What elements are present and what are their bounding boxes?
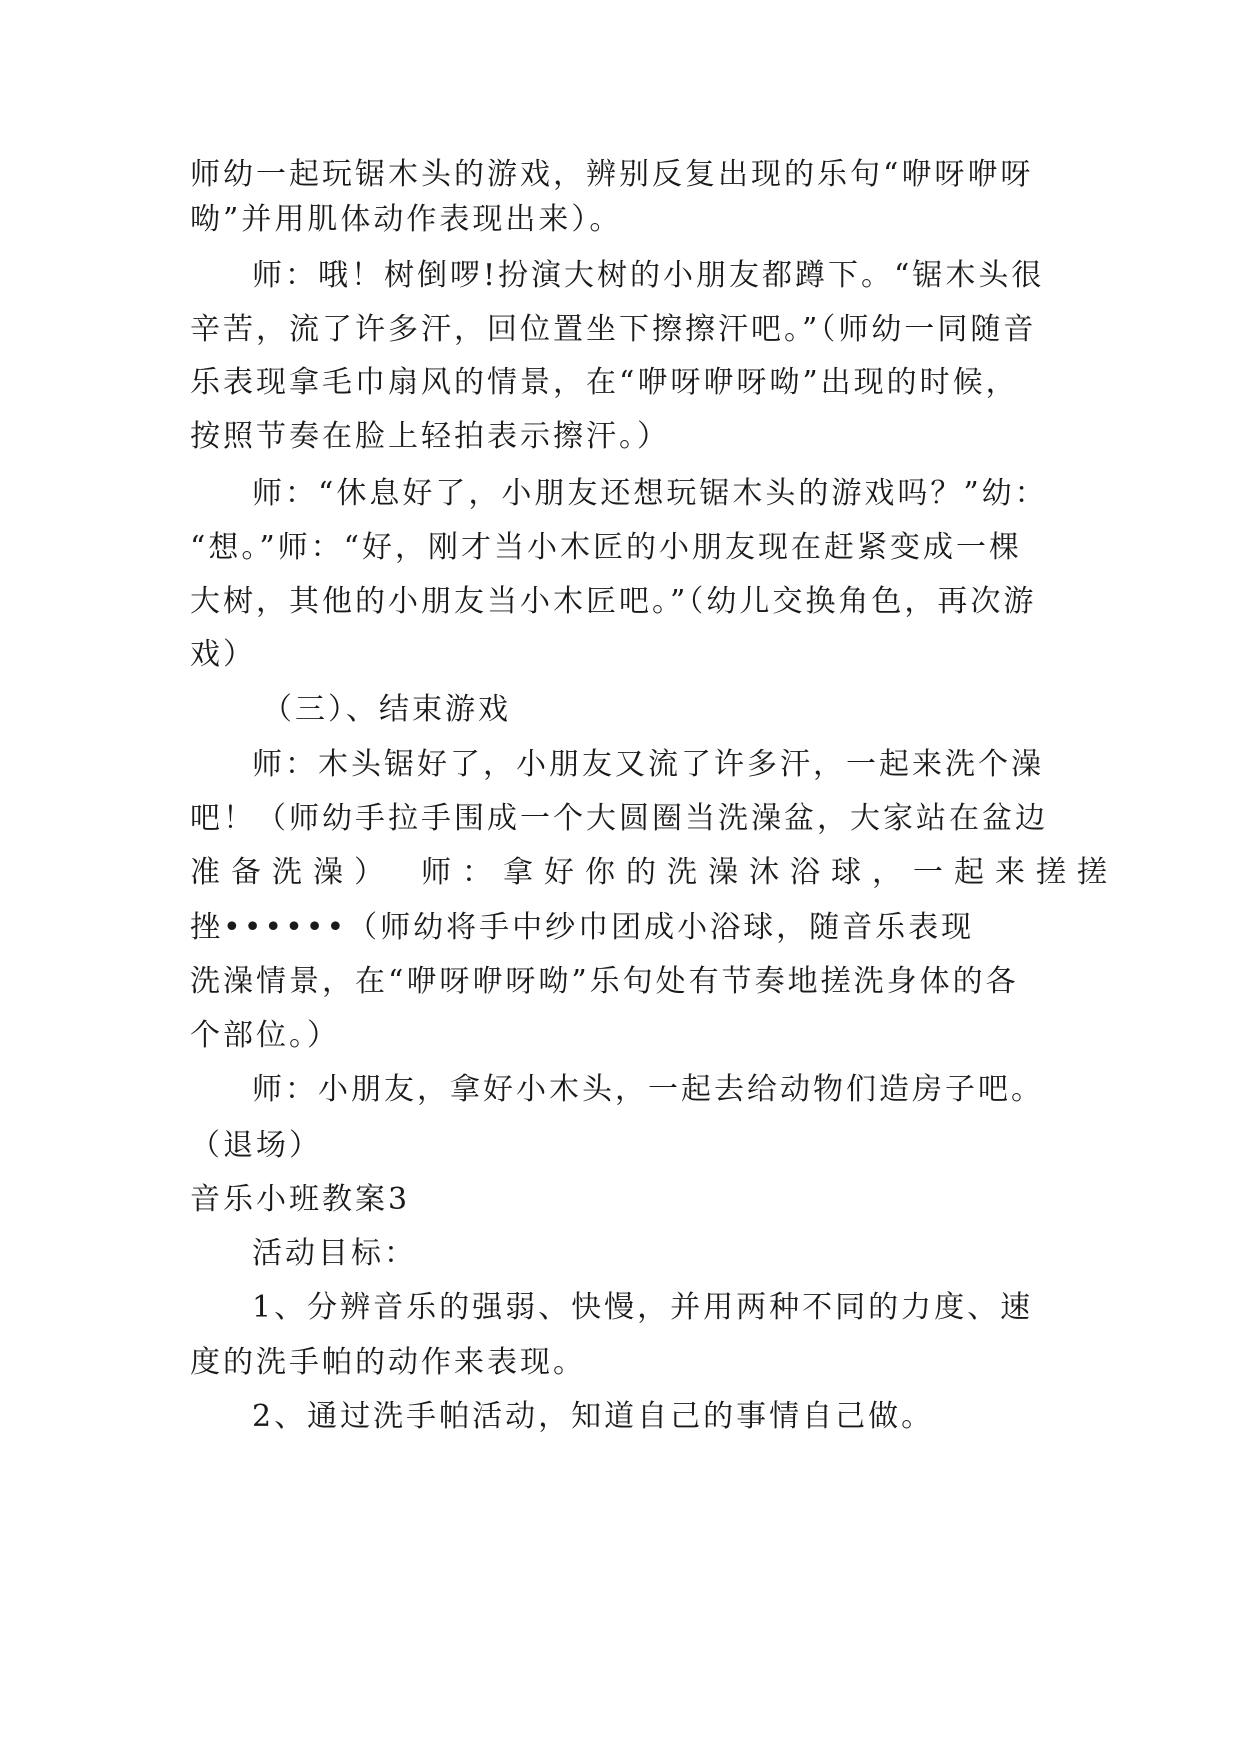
text-line: 戏）	[190, 637, 256, 672]
text-line: 按照节奏在脸上轻拍表示擦汗。）	[190, 419, 670, 454]
section-heading: （三）、结束游戏	[262, 692, 511, 727]
text-line: 师：哦！树倒啰!扮演大树的小朋友都蹲下。“锯木头很	[252, 258, 1045, 293]
text-line: 乐表现拿毛巾扇风的情景，在“咿呀咿呀呦”出现的时候，	[190, 365, 1019, 400]
text-line: “想。”师：“好，刚才当小木匠的小朋友现在赶紧变成一棵	[190, 530, 1023, 565]
text-line: 挫••••••（师幼将手中纱巾团成小浴球，随音乐表现	[190, 910, 975, 945]
document-title: 音乐小班教案3	[190, 1182, 411, 1217]
text-line: 师：木头锯好了，小朋友又流了许多汗，一起来洗个澡	[252, 747, 1044, 782]
text-line: 师：“休息好了，小朋友还想玩锯木头的游戏吗？”幼：	[252, 476, 1048, 511]
text-line: 2、通过洗手帕活动，知道自己的事情自己做。	[252, 1399, 935, 1434]
text-line: 1、分辨音乐的强弱、快慢，并用两种不同的力度、速	[252, 1290, 1034, 1325]
text-line: 辛苦，流了许多汗，回位置坐下擦擦汗吧。”（师幼一同随音	[190, 312, 1037, 347]
text-line: （退场）	[190, 1128, 322, 1163]
text-line: 师幼一起玩锯木头的游戏，辨别反复出现的乐句“咿呀咿呀	[190, 157, 1034, 192]
text-line: 大树，其他的小朋友当小木匠吧。”（幼儿交换角色，再次游	[190, 584, 1037, 619]
text-line: 吧！（师幼手拉手围成一个大圆圈当洗澡盆，大家站在盆边	[190, 801, 1048, 836]
text-line: 个部位。）	[190, 1018, 340, 1053]
text-line: 活动目标：	[252, 1236, 417, 1271]
text-line: 准备洗澡） 师：拿好你的洗澡沐浴球，一起来搓搓	[190, 855, 1118, 890]
text-line: 师：小朋友，拿好小木头，一起去给动物们造房子吧。	[252, 1072, 1044, 1107]
text-line: 洗澡情景，在“咿呀咿呀呦”乐句处有节奏地搓洗身体的各	[190, 964, 1019, 999]
text-line: 度的洗手帕的动作来表现。	[190, 1345, 586, 1380]
text-line: 呦”并用肌体动作表现出来）。	[190, 202, 623, 237]
